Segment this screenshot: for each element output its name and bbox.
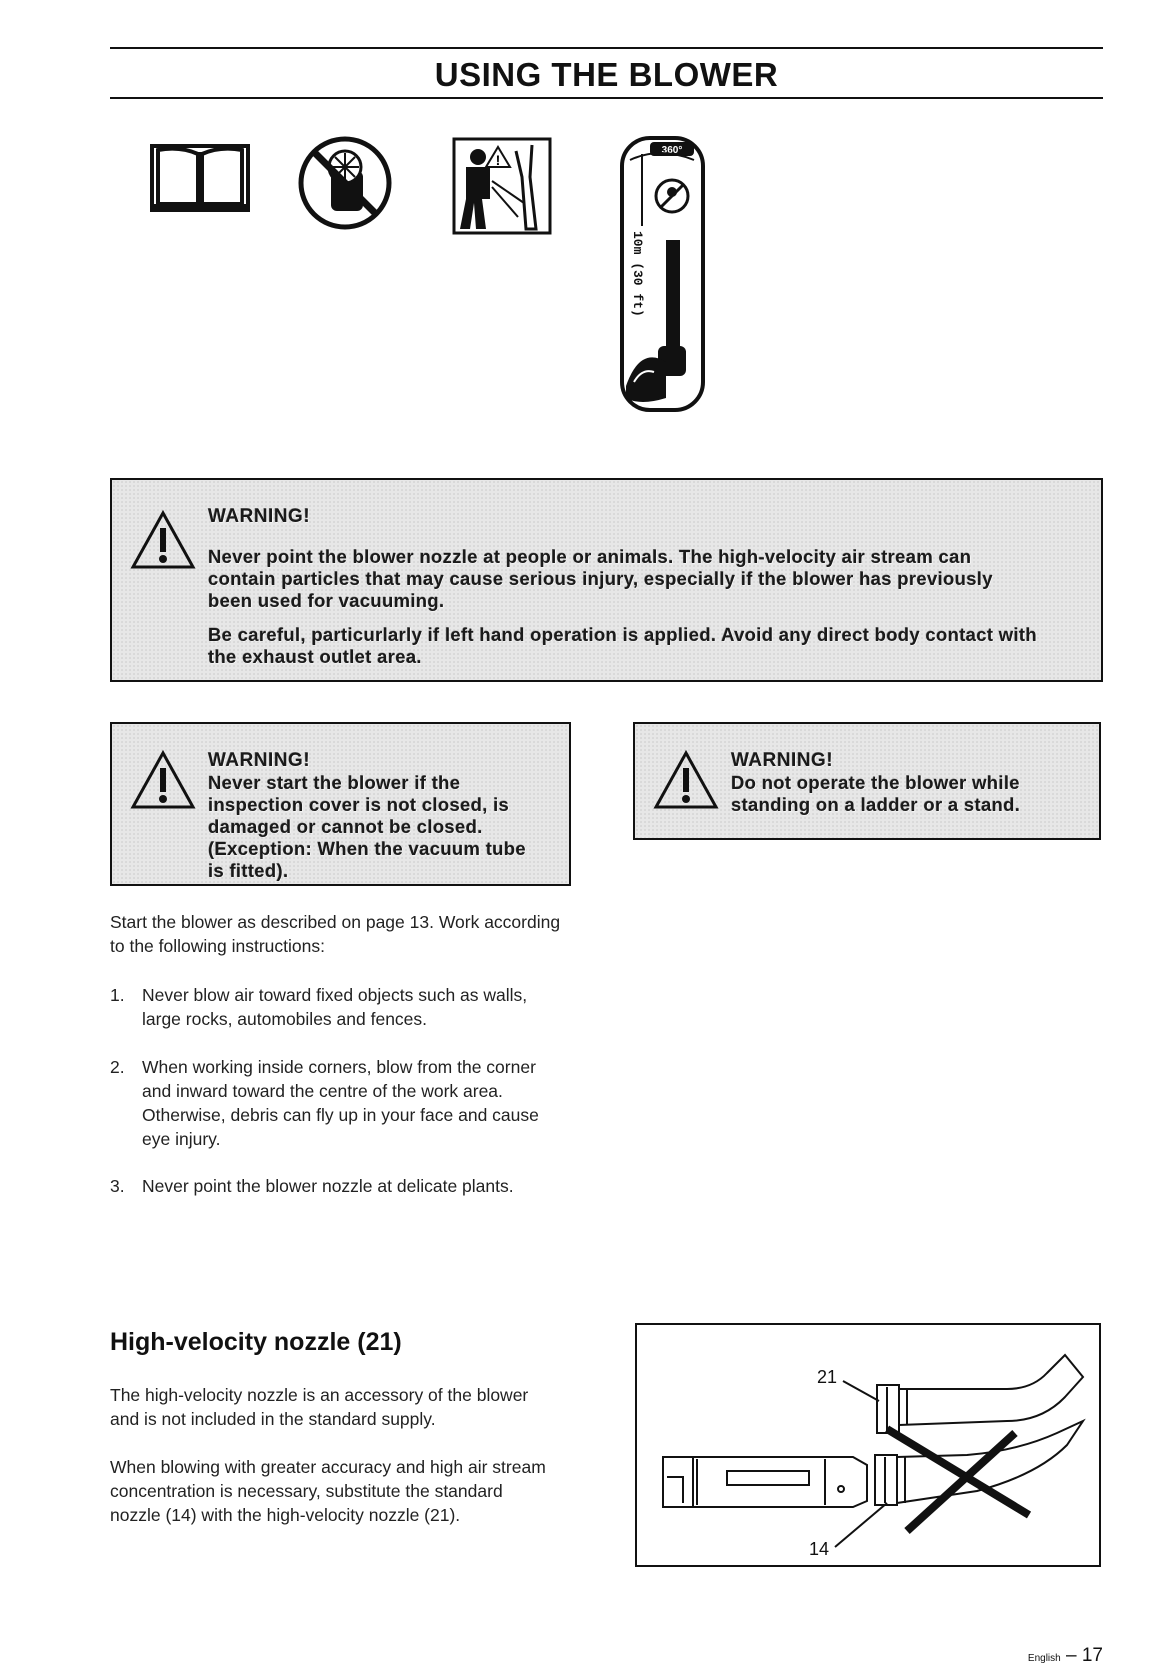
- section-heading: High-velocity nozzle (21): [110, 1328, 402, 1356]
- nozzle-paragraph: When blowing with greater accuracy and high air stream concentration is necessary, substitute the standard nozzle (14) with the high-velocity nozzle (21).: [110, 1457, 546, 1525]
- footer-separator: –: [1060, 1645, 1082, 1666]
- warning-box-ladder: [633, 722, 1101, 840]
- distance-range-label: 10m (30 ft): [630, 231, 645, 317]
- page-footer: [1028, 1645, 1103, 1667]
- list-text: Never point the blower nozzle at delicate plants.: [142, 1176, 514, 1196]
- warning-box-inspection-cover: [110, 722, 571, 886]
- list-text: When working inside corners, blow from the corner and inward toward the centre of the work area. Otherwise, debris can fly up in your face and cause eye injury.: [142, 1057, 539, 1149]
- warning-text: Never point the blower nozzle at people or animals. The high-velocity air stream can contain particles that may cause serious injury, especially if the blower has previously been used for vacuuming.: [208, 546, 993, 611]
- warning-triangle-icon: [130, 510, 196, 570]
- list-number: 1.: [110, 985, 125, 1005]
- warning-triangle-icon: [653, 750, 719, 810]
- list-item: [110, 983, 570, 1033]
- warning-title: WARNING!: [208, 506, 311, 527]
- list-number: 2.: [110, 1057, 125, 1077]
- warning-title: WARNING!: [731, 750, 834, 771]
- blower-tube: [663, 1457, 867, 1507]
- leader-line-21: [843, 1381, 879, 1401]
- footer-language: English: [1027, 1653, 1061, 1664]
- list-item: [110, 1055, 570, 1155]
- page-number: 17: [1081, 1645, 1103, 1666]
- page-title: USING THE BLOWER: [434, 56, 779, 93]
- distance-angle-label: 360°: [661, 145, 683, 156]
- warning-box-wide: [110, 478, 1103, 682]
- header-top-rule: [110, 47, 1103, 49]
- label-21: 21: [817, 1367, 838, 1387]
- header-bottom-rule: [110, 97, 1103, 99]
- svg-text:!: !: [495, 152, 501, 168]
- intro-paragraph: Start the blower as described on page 13. Work according to the following instructions:: [110, 912, 561, 956]
- warning-text: Never start the blower if the inspection cover is not closed, is damaged or cannot be closed. (Exception: When the vacuum tube is fitted).: [208, 772, 526, 881]
- label-14: 14: [809, 1539, 830, 1559]
- list-number: 3.: [110, 1176, 125, 1196]
- warning-title: WARNING!: [208, 750, 311, 771]
- no-vacuum-icon: [297, 135, 393, 231]
- warning-text: Do not operate the blower while standing on a ladder or a stand.: [731, 772, 1021, 815]
- warning-triangle-icon: [130, 750, 196, 810]
- nozzle-diagram: [637, 1325, 1099, 1565]
- list-text: Never blow air toward fixed objects such as walls, large rocks, automobiles and fences.: [142, 985, 528, 1029]
- distance-warning-icon: [620, 136, 705, 412]
- bystander-hazard-icon: [452, 137, 552, 237]
- warning-text: Be careful, particurlarly if left hand operation is applied. Avoid any direct body contact with the exhaust outlet area.: [208, 624, 1037, 667]
- leader-line-14: [835, 1503, 887, 1547]
- high-velocity-nozzle: [877, 1355, 1083, 1433]
- nozzle-figure: [635, 1323, 1101, 1567]
- nozzle-paragraph: The high-velocity nozzle is an accessory of the blower and is not included in the standard supply.: [110, 1385, 529, 1429]
- list-item: [110, 1174, 610, 1204]
- read-manual-icon: [150, 138, 250, 213]
